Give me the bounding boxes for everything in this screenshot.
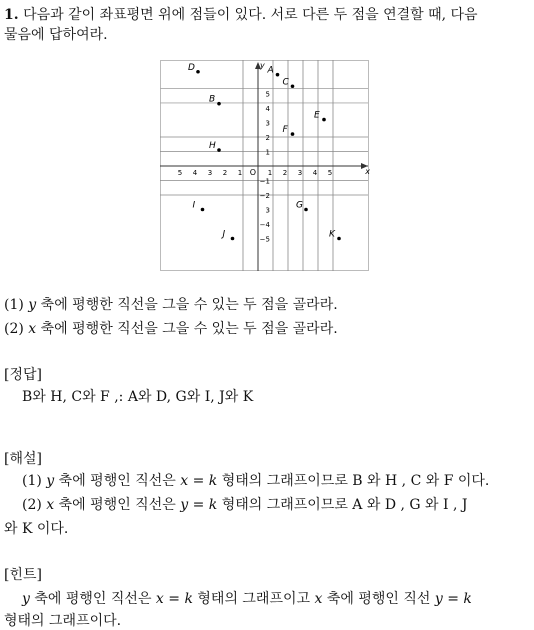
x-tick-label: 5	[327, 169, 333, 177]
y-tick-label: −2	[259, 192, 270, 200]
point-e-dot	[322, 118, 326, 122]
point-k-label: K	[329, 229, 335, 240]
y-tick-label: 2	[265, 134, 270, 142]
problem-number: 1.	[4, 7, 19, 23]
y-tick-label: 4	[265, 105, 270, 113]
x-tick-label: 3	[207, 169, 213, 177]
point-g-label: G	[296, 200, 303, 211]
y-tick-label: −4	[259, 221, 270, 229]
x-axis-label: x	[365, 167, 370, 176]
point-j-label: J	[222, 229, 226, 240]
point-b-label: B	[209, 94, 216, 105]
answer-text: B와 H, C와 F ,: A와 D, G와 I, J와 K	[22, 389, 254, 405]
explanation-item-2-variable: x	[46, 497, 55, 513]
point-h-label: H	[209, 141, 216, 152]
point-a-dot	[276, 73, 280, 77]
y-tick-label: 1	[265, 148, 270, 157]
point-f-label: F	[282, 125, 288, 136]
answer-heading: [정답]	[4, 367, 42, 383]
x-tick-label: 1	[267, 169, 273, 177]
hint-variable-1: y	[22, 591, 30, 607]
x-tick-label: 5	[177, 169, 183, 177]
point-c-label: C	[282, 77, 289, 88]
y-tick-label: −1	[259, 177, 270, 186]
question-1-number: (1)	[4, 297, 24, 313]
coordinate-plane	[160, 60, 370, 272]
x-tick-label: 3	[297, 169, 303, 177]
hint-text-a: 축에 평행인 직선은	[34, 591, 152, 607]
origin-label: O	[249, 168, 256, 177]
point-h-dot	[217, 148, 221, 152]
hint-heading: [힌트]	[4, 567, 42, 583]
point-b-dot	[217, 102, 221, 106]
y-tick-label: 5	[265, 90, 270, 99]
problem-line-1	[4, 6, 478, 24]
explanation-item-1	[22, 472, 489, 490]
point-f-dot	[291, 132, 295, 136]
question-2	[4, 320, 338, 338]
point-i-dot	[201, 208, 205, 212]
x-tick-label: 4	[312, 169, 318, 177]
explanation-item-2-text-b: 형태의 그래프이므로 A 와 D , G 와 I , J	[221, 497, 468, 513]
y-tick-label: 3	[265, 206, 270, 215]
hint-line-2: 형태의 그래프이다.	[4, 613, 122, 629]
explanation-item-1-equation: x = k	[180, 473, 218, 489]
question-1	[4, 296, 338, 314]
point-k-dot	[337, 237, 341, 241]
x-tick-label: 4	[192, 169, 198, 177]
hint-text-b: 형태의 그래프이고	[197, 591, 311, 607]
point-j-dot	[231, 237, 235, 241]
point-e-label: E	[314, 110, 320, 121]
point-d-dot	[196, 70, 200, 74]
x-tick-label: 2	[222, 169, 228, 177]
point-d-label: D	[188, 62, 195, 73]
hint-equation-1: x = k	[155, 591, 193, 607]
explanation-item-2-number: (2)	[22, 497, 42, 513]
explanation-item-2	[22, 496, 468, 514]
explanation-item-2-equation: y = k	[180, 497, 218, 513]
hint-equation-2: y = k	[434, 591, 472, 607]
question-2-text: 축에 평행한 직선을 그을 수 있는 두 점을 골라라.	[40, 321, 338, 337]
explanation-item-1-text-b: 형태의 그래프이므로 B 와 H , C 와 F 이다.	[221, 473, 490, 489]
hint-line-1	[22, 590, 472, 608]
problem-line-2	[4, 26, 108, 44]
explanation-item-1-variable: y	[46, 473, 55, 489]
problem-text-2: 물음에 답하여라.	[4, 27, 108, 43]
x-tick-label: 1	[237, 169, 243, 177]
hint-text-c: 축에 평행인 직선	[326, 591, 431, 607]
hint-variable-2: x	[314, 591, 323, 607]
y-tick-label: −5	[259, 235, 270, 244]
explanation-item-2-text-a: 축에 평행인 직선은	[58, 497, 176, 513]
explanation-item-2-cont: 와 K 이다.	[4, 521, 69, 537]
explanation-heading: [해설]	[4, 451, 42, 467]
question-2-variable: x	[28, 321, 37, 337]
problem-text-1: 다음과 같이 좌표평면 위에 점들이 있다. 서로 다른 두 점을 연결할 때, 다음	[23, 7, 478, 23]
question-2-number: (2)	[4, 321, 24, 337]
point-c-dot	[291, 84, 295, 88]
explanation-item-1-text-a: 축에 평행인 직선은	[58, 473, 176, 489]
point-a-label: A	[267, 65, 274, 76]
question-1-text: 축에 평행한 직선을 그을 수 있는 두 점을 골라라.	[40, 297, 338, 313]
x-tick-label: 2	[282, 169, 288, 177]
question-1-variable: y	[28, 297, 37, 313]
point-i-label: I	[192, 200, 196, 211]
y-tick-label: 3	[265, 119, 270, 128]
point-g-dot	[304, 208, 308, 212]
y-axis-label: y	[260, 61, 265, 70]
explanation-item-1-number: (1)	[22, 473, 42, 489]
